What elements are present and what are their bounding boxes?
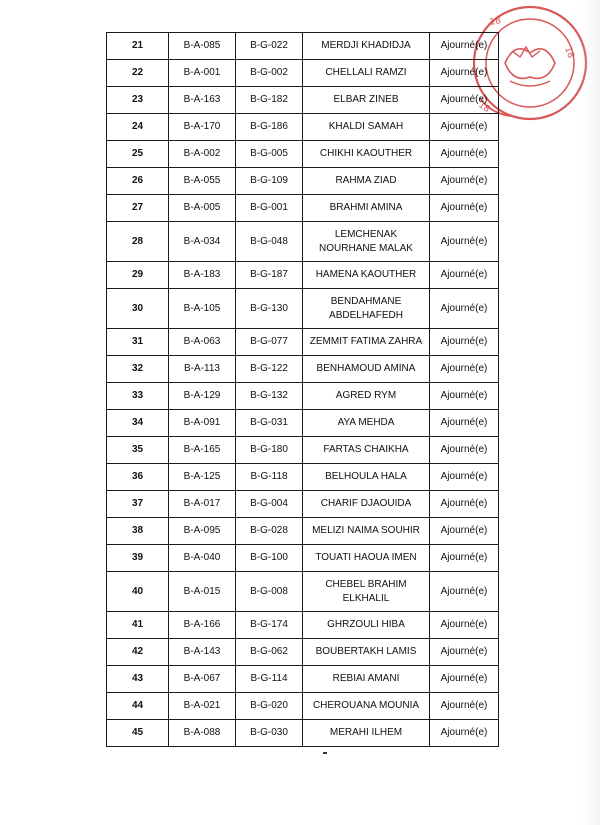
status-cell: Ajourné(e) bbox=[430, 693, 499, 720]
code-a: B-A-034 bbox=[169, 222, 236, 262]
code-g: B-G-004 bbox=[236, 491, 303, 518]
status-cell: Ajourné(e) bbox=[430, 572, 499, 612]
code-a: B-A-015 bbox=[169, 572, 236, 612]
code-g: B-G-180 bbox=[236, 437, 303, 464]
code-a: B-A-125 bbox=[169, 464, 236, 491]
status-cell: Ajourné(e) bbox=[430, 666, 499, 693]
code-a: B-A-021 bbox=[169, 693, 236, 720]
row-number: 41 bbox=[107, 612, 169, 639]
code-g: B-G-030 bbox=[236, 720, 303, 747]
row-number: 42 bbox=[107, 639, 169, 666]
table-row bbox=[107, 356, 499, 383]
svg-text:18: 18 bbox=[476, 100, 492, 116]
code-g: B-G-174 bbox=[236, 612, 303, 639]
table-row bbox=[107, 383, 499, 410]
row-number: 27 bbox=[107, 195, 169, 222]
student-name: BRAHMI AMINA bbox=[303, 195, 430, 222]
status-cell: Ajourné(e) bbox=[430, 141, 499, 168]
svg-text:18: 18 bbox=[562, 45, 576, 60]
status-cell: Ajourné(e) bbox=[430, 114, 499, 141]
ink-dot bbox=[323, 752, 327, 754]
row-number: 35 bbox=[107, 437, 169, 464]
student-name: BOUBERTAKH LAMIS bbox=[303, 639, 430, 666]
table-row bbox=[107, 114, 499, 141]
status-cell: Ajourné(e) bbox=[430, 720, 499, 747]
code-g: B-G-001 bbox=[236, 195, 303, 222]
code-a: B-A-017 bbox=[169, 491, 236, 518]
table-row bbox=[107, 262, 499, 289]
status-cell: Ajourné(e) bbox=[430, 168, 499, 195]
code-g: B-G-109 bbox=[236, 168, 303, 195]
status-cell: Ajourné(e) bbox=[430, 356, 499, 383]
code-a: B-A-165 bbox=[169, 437, 236, 464]
code-a: B-A-170 bbox=[169, 114, 236, 141]
status-cell: Ajourné(e) bbox=[430, 464, 499, 491]
status-cell: Ajourné(e) bbox=[430, 195, 499, 222]
scan-shadow bbox=[580, 0, 600, 825]
status-cell: Ajourné(e) bbox=[430, 491, 499, 518]
row-number: 36 bbox=[107, 464, 169, 491]
code-a: B-A-163 bbox=[169, 87, 236, 114]
code-a: B-A-088 bbox=[169, 720, 236, 747]
student-name: RAHMA ZIAD bbox=[303, 168, 430, 195]
code-g: B-G-062 bbox=[236, 639, 303, 666]
status-cell: Ajourné(e) bbox=[430, 410, 499, 437]
row-number: 21 bbox=[107, 33, 169, 60]
code-g: B-G-122 bbox=[236, 356, 303, 383]
student-name: MERAHI ILHEM bbox=[303, 720, 430, 747]
student-name: CHELLALI RAMZI bbox=[303, 60, 430, 87]
student-name: HAMENA KAOUTHER bbox=[303, 262, 430, 289]
student-name: CHEBEL BRAHIM ELKHALIL bbox=[303, 572, 430, 612]
table-row bbox=[107, 437, 499, 464]
student-name: BELHOULA HALA bbox=[303, 464, 430, 491]
status-cell: Ajourné(e) bbox=[430, 518, 499, 545]
row-number: 22 bbox=[107, 60, 169, 87]
row-number: 24 bbox=[107, 114, 169, 141]
status-cell: Ajourné(e) bbox=[430, 33, 499, 60]
row-number: 44 bbox=[107, 693, 169, 720]
table-row bbox=[107, 572, 499, 612]
student-name: MELIZI NAIMA SOUHIR bbox=[303, 518, 430, 545]
student-name: AGRED RYM bbox=[303, 383, 430, 410]
code-g: B-G-028 bbox=[236, 518, 303, 545]
student-name: CHIKHI KAOUTHER bbox=[303, 141, 430, 168]
status-cell: Ajourné(e) bbox=[430, 87, 499, 114]
row-number: 33 bbox=[107, 383, 169, 410]
student-name: BENDAHMANE ABDELHAFEDH bbox=[303, 289, 430, 329]
student-name: GHRZOULI HIBA bbox=[303, 612, 430, 639]
row-number: 40 bbox=[107, 572, 169, 612]
table-row bbox=[107, 195, 499, 222]
table-row bbox=[107, 491, 499, 518]
student-name: FARTAS CHAIKHA bbox=[303, 437, 430, 464]
status-cell: Ajourné(e) bbox=[430, 612, 499, 639]
status-cell: Ajourné(e) bbox=[430, 437, 499, 464]
code-g: B-G-118 bbox=[236, 464, 303, 491]
code-a: B-A-063 bbox=[169, 329, 236, 356]
code-g: B-G-031 bbox=[236, 410, 303, 437]
table-row bbox=[107, 33, 499, 60]
code-a: B-A-095 bbox=[169, 518, 236, 545]
row-number: 45 bbox=[107, 720, 169, 747]
table-row bbox=[107, 168, 499, 195]
student-name: ZEMMIT FATIMA ZAHRA bbox=[303, 329, 430, 356]
code-g: B-G-132 bbox=[236, 383, 303, 410]
code-a: B-A-143 bbox=[169, 639, 236, 666]
row-number: 23 bbox=[107, 87, 169, 114]
student-name: CHARIF DJAOUIDA bbox=[303, 491, 430, 518]
table-row bbox=[107, 60, 499, 87]
code-g: B-G-077 bbox=[236, 329, 303, 356]
student-name: ELBAR ZINEB bbox=[303, 87, 430, 114]
status-cell: Ajourné(e) bbox=[430, 383, 499, 410]
row-number: 34 bbox=[107, 410, 169, 437]
table-row bbox=[107, 329, 499, 356]
table-row bbox=[107, 410, 499, 437]
code-g: B-G-114 bbox=[236, 666, 303, 693]
row-number: 31 bbox=[107, 329, 169, 356]
row-number: 30 bbox=[107, 289, 169, 329]
row-number: 25 bbox=[107, 141, 169, 168]
code-a: B-A-055 bbox=[169, 168, 236, 195]
code-a: B-A-085 bbox=[169, 33, 236, 60]
code-a: B-A-040 bbox=[169, 545, 236, 572]
table-row bbox=[107, 141, 499, 168]
code-g: B-G-130 bbox=[236, 289, 303, 329]
status-cell: Ajourné(e) bbox=[430, 289, 499, 329]
row-number: 28 bbox=[107, 222, 169, 262]
row-number: 32 bbox=[107, 356, 169, 383]
code-a: B-A-091 bbox=[169, 410, 236, 437]
table-row bbox=[107, 289, 499, 329]
table-row bbox=[107, 464, 499, 491]
status-cell: Ajourné(e) bbox=[430, 329, 499, 356]
status-cell: Ajourné(e) bbox=[430, 545, 499, 572]
row-number: 29 bbox=[107, 262, 169, 289]
code-g: B-G-022 bbox=[236, 33, 303, 60]
code-g: B-G-002 bbox=[236, 60, 303, 87]
code-g: B-G-187 bbox=[236, 262, 303, 289]
status-cell: Ajourné(e) bbox=[430, 262, 499, 289]
row-number: 26 bbox=[107, 168, 169, 195]
student-name: KHALDI SAMAH bbox=[303, 114, 430, 141]
status-cell: Ajourné(e) bbox=[430, 639, 499, 666]
code-a: B-A-105 bbox=[169, 289, 236, 329]
code-a: B-A-005 bbox=[169, 195, 236, 222]
code-a: B-A-002 bbox=[169, 141, 236, 168]
student-name: REBIAI AMANI bbox=[303, 666, 430, 693]
status-cell: Ajourné(e) bbox=[430, 222, 499, 262]
table-row bbox=[107, 639, 499, 666]
row-number: 39 bbox=[107, 545, 169, 572]
table-row bbox=[107, 720, 499, 747]
code-g: B-G-008 bbox=[236, 572, 303, 612]
table-row bbox=[107, 222, 499, 262]
status-cell: Ajourné(e) bbox=[430, 60, 499, 87]
row-number: 37 bbox=[107, 491, 169, 518]
student-name: BENHAMOUD AMINA bbox=[303, 356, 430, 383]
student-name: MERDJI KHADIDJA bbox=[303, 33, 430, 60]
student-name: CHEROUANA MOUNIA bbox=[303, 693, 430, 720]
code-a: B-A-166 bbox=[169, 612, 236, 639]
code-a: B-A-001 bbox=[169, 60, 236, 87]
svg-text:18: 18 bbox=[488, 16, 502, 28]
results-table bbox=[106, 32, 499, 747]
table-row bbox=[107, 666, 499, 693]
table-row bbox=[107, 612, 499, 639]
table-row bbox=[107, 545, 499, 572]
table-row bbox=[107, 87, 499, 114]
code-g: B-G-186 bbox=[236, 114, 303, 141]
table-row bbox=[107, 518, 499, 545]
code-g: B-G-005 bbox=[236, 141, 303, 168]
code-g: B-G-048 bbox=[236, 222, 303, 262]
student-name: TOUATI HAOUA IMEN bbox=[303, 545, 430, 572]
row-number: 43 bbox=[107, 666, 169, 693]
table-row bbox=[107, 693, 499, 720]
row-number: 38 bbox=[107, 518, 169, 545]
code-a: B-A-129 bbox=[169, 383, 236, 410]
code-g: B-G-182 bbox=[236, 87, 303, 114]
code-g: B-G-020 bbox=[236, 693, 303, 720]
code-a: B-A-113 bbox=[169, 356, 236, 383]
code-g: B-G-100 bbox=[236, 545, 303, 572]
code-a: B-A-067 bbox=[169, 666, 236, 693]
code-a: B-A-183 bbox=[169, 262, 236, 289]
student-name: AYA MEHDA bbox=[303, 410, 430, 437]
student-name: LEMCHENAK NOURHANE MALAK bbox=[303, 222, 430, 262]
